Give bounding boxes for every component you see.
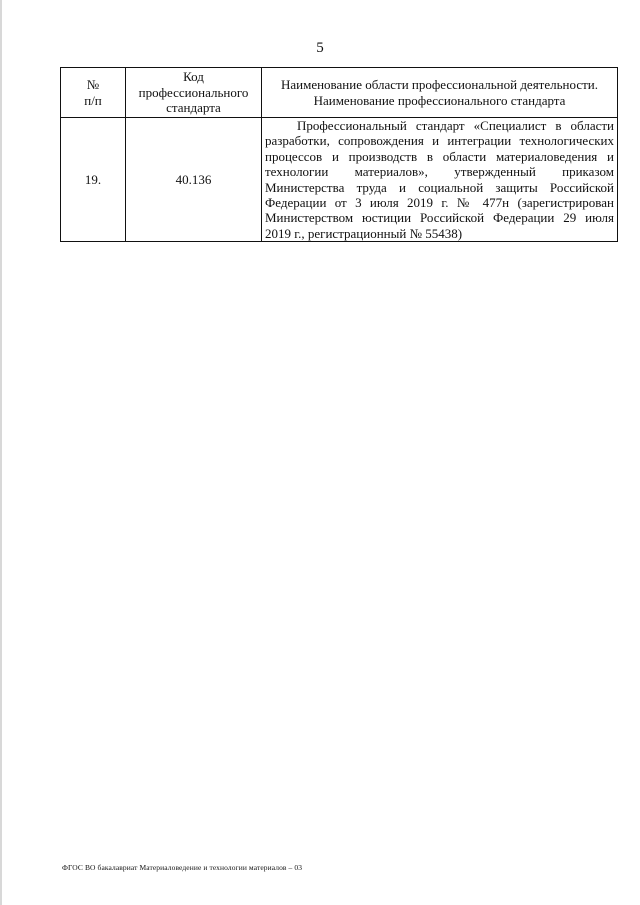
header-name-line-2: Наименование профессионального стандарта xyxy=(313,92,566,108)
table-row xyxy=(61,118,618,242)
page-footer: ФГОС ВО бакалавриат Материаловедение и технологии материалов – 03 xyxy=(62,863,303,872)
header-number-line-2: п/п xyxy=(84,92,102,108)
header-name-line-1: Наименование области профессиональной деятельности. xyxy=(280,77,598,93)
header-number xyxy=(61,68,126,118)
row-code: 40.136 xyxy=(126,118,262,242)
page-number: 5 xyxy=(316,40,324,56)
row-description-cell xyxy=(262,118,618,242)
header-number-line-1: № xyxy=(86,77,100,93)
row-description: Профессиональный стандарт «Специалист в области разработки, сопровождения и интеграции технологических процессов и производств в области материаловедения и технологии материалов», утвержденный приказом Министерства труда и социальной защиты Российской Федерации от 3 июля 2019 г. № 477н (зарегистрирован Министерством юстиции Российской Федерации 29 июля 2019 г., регистрационный № 55438) xyxy=(265,118,614,241)
table-header-row xyxy=(61,68,618,118)
header-code-line-1: Код xyxy=(183,69,204,85)
header-name xyxy=(262,68,618,118)
row-number: 19. xyxy=(61,118,126,242)
header-code xyxy=(126,68,262,118)
page-edge xyxy=(0,0,2,905)
header-code-line-2: профессионального xyxy=(138,84,249,100)
header-code-line-3: стандарта xyxy=(166,100,221,116)
professional-standards-table xyxy=(60,67,618,242)
